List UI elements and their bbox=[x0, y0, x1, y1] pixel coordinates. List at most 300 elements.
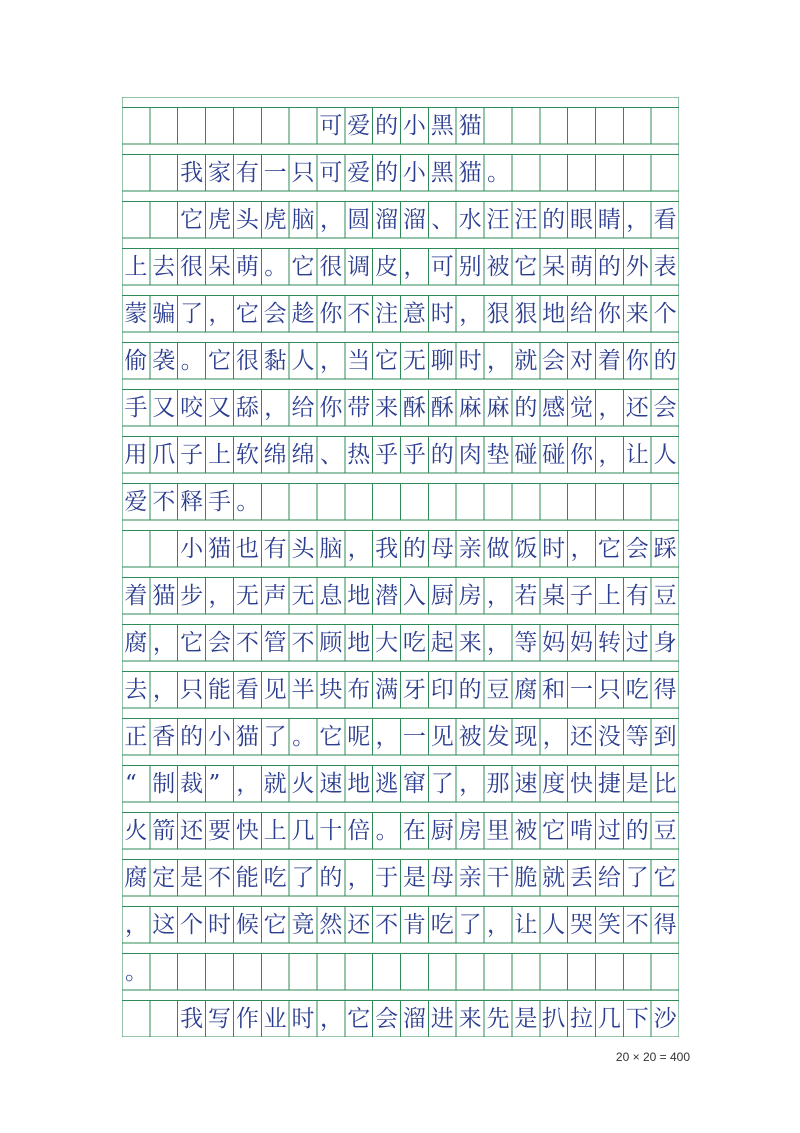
essay-character: 要 bbox=[207, 817, 231, 844]
essay-character: 脑 bbox=[319, 535, 343, 562]
essay-character: 窜 bbox=[402, 770, 426, 797]
essay-character: 我 bbox=[180, 1005, 204, 1032]
essay-character: 豆 bbox=[486, 676, 510, 703]
essay-character: ， bbox=[375, 723, 399, 750]
essay-character: 会 bbox=[263, 300, 287, 327]
essay-character: 没 bbox=[597, 723, 621, 750]
essay-character: 虎 bbox=[263, 206, 287, 233]
essay-character: 它 bbox=[597, 535, 621, 562]
essay-character: 可 bbox=[319, 159, 343, 186]
essay-character: 若 bbox=[514, 582, 538, 609]
essay-character: 子 bbox=[570, 582, 594, 609]
essay-character: 妈 bbox=[570, 629, 594, 656]
essay-character: ， bbox=[403, 253, 427, 280]
essay-character: 不 bbox=[235, 629, 259, 656]
essay-character: ， bbox=[208, 300, 232, 327]
essay-character: 你 bbox=[570, 441, 594, 468]
essay-character: 了 bbox=[180, 300, 204, 327]
essay-character: 它 bbox=[653, 864, 677, 891]
title-character: 黑 bbox=[430, 112, 454, 139]
essay-character: 不 bbox=[152, 488, 176, 515]
essay-character: 不 bbox=[347, 300, 371, 327]
grid-lines bbox=[122, 97, 679, 1037]
essay-character: 带 bbox=[347, 394, 371, 421]
essay-character: 是 bbox=[625, 770, 649, 797]
essay-character: 着 bbox=[124, 582, 148, 609]
essay-character: 的 bbox=[180, 723, 204, 750]
essay-character: 的 bbox=[430, 441, 454, 468]
title-character: 小 bbox=[402, 112, 426, 139]
essay-character: 家 bbox=[207, 159, 231, 186]
essay-character: 还 bbox=[347, 911, 371, 938]
essay-character: 让 bbox=[514, 911, 538, 938]
essay-character: 来 bbox=[625, 300, 649, 327]
essay-character: 来 bbox=[458, 629, 482, 656]
essay-character: ， bbox=[487, 582, 511, 609]
essay-character: 时 bbox=[430, 300, 454, 327]
essay-character: 几 bbox=[291, 817, 315, 844]
essay-character: 潜 bbox=[375, 582, 399, 609]
essay-character: 地 bbox=[347, 582, 371, 609]
essay-character: 着 bbox=[597, 347, 621, 374]
essay-character: 很 bbox=[180, 253, 204, 280]
essay-character: 不 bbox=[291, 629, 315, 656]
essay-character: 垫 bbox=[486, 441, 510, 468]
essay-character: 能 bbox=[235, 864, 259, 891]
essay-character: 释 bbox=[180, 488, 204, 515]
essay-character: 踩 bbox=[653, 535, 677, 562]
essay-character: 。 bbox=[180, 347, 204, 374]
essay-character: 了 bbox=[430, 770, 454, 797]
essay-character: 了 bbox=[625, 864, 649, 891]
essay-character: 还 bbox=[570, 723, 594, 750]
essay-character: 子 bbox=[180, 441, 204, 468]
essay-character: 得 bbox=[653, 911, 677, 938]
essay-character: 牙 bbox=[402, 676, 426, 703]
essay-character: 被 bbox=[486, 253, 510, 280]
essay-character: 速 bbox=[514, 770, 538, 797]
essay-character: 在 bbox=[402, 817, 426, 844]
essay-character: 人 bbox=[542, 911, 566, 938]
essay-character: 的 bbox=[458, 676, 482, 703]
essay-character: 来 bbox=[458, 1005, 482, 1032]
essay-character: 地 bbox=[347, 629, 371, 656]
essay-character: 碰 bbox=[514, 441, 538, 468]
essay-character: 碰 bbox=[542, 441, 566, 468]
essay-character: 箭 bbox=[152, 817, 176, 844]
essay-character: 的 bbox=[653, 347, 677, 374]
essay-character: 和 bbox=[542, 676, 566, 703]
essay-character: 呆 bbox=[207, 253, 231, 280]
essay-character: 外 bbox=[625, 253, 649, 280]
title-character: 的 bbox=[375, 112, 399, 139]
essay-character: 它 bbox=[180, 629, 204, 656]
essay-character: 表 bbox=[653, 253, 677, 280]
essay-character: 给 bbox=[570, 300, 594, 327]
grid-capacity-label: 20 × 20 = 400 bbox=[615, 1050, 690, 1064]
essay-character: 会 bbox=[653, 394, 677, 421]
essay-character: 捷 bbox=[597, 770, 621, 797]
essay-character: ， bbox=[236, 770, 260, 797]
essay-character: 也 bbox=[235, 535, 259, 562]
essay-character: 那 bbox=[486, 770, 510, 797]
essay-character: ， bbox=[152, 676, 176, 703]
essay-character: 当 bbox=[347, 347, 371, 374]
essay-character: 肯 bbox=[402, 911, 426, 938]
essay-character: 笑 bbox=[597, 911, 621, 938]
essay-character: 骗 bbox=[152, 300, 176, 327]
essay-character: 一 bbox=[570, 676, 594, 703]
essay-character: 是 bbox=[180, 864, 204, 891]
essay-character: 有 bbox=[235, 159, 259, 186]
essay-character: 我 bbox=[375, 535, 399, 562]
essay-character: 步 bbox=[180, 582, 204, 609]
essay-character: 。 bbox=[375, 817, 399, 844]
essay-character: 时 bbox=[291, 1005, 315, 1032]
essay-character: ， bbox=[319, 347, 343, 374]
essay-character: ， bbox=[626, 206, 650, 233]
essay-character: 酥 bbox=[402, 394, 426, 421]
essay-character: 它 bbox=[263, 911, 287, 938]
essay-character: 水 bbox=[458, 206, 482, 233]
essay-character: 肉 bbox=[458, 441, 482, 468]
essay-character: 房 bbox=[458, 817, 482, 844]
essay-character: 、 bbox=[319, 441, 343, 468]
title-character: 猫 bbox=[458, 112, 482, 139]
essay-character: 豆 bbox=[653, 582, 677, 609]
essay-character: 它 bbox=[319, 723, 343, 750]
essay-character: 入 bbox=[402, 582, 426, 609]
essay-character: 的 bbox=[625, 817, 649, 844]
essay-character: 皮 bbox=[375, 253, 399, 280]
essay-character: 身 bbox=[653, 629, 677, 656]
essay-character: ， bbox=[264, 394, 288, 421]
essay-character: 睛 bbox=[597, 206, 621, 233]
essay-character: 软 bbox=[235, 441, 259, 468]
essay-character: 又 bbox=[152, 394, 176, 421]
essay-character: 狠 bbox=[486, 300, 510, 327]
essay-character: 会 bbox=[542, 347, 566, 374]
essay-character: 只 bbox=[597, 676, 621, 703]
essay-character: 有 bbox=[263, 535, 287, 562]
essay-character: 的 bbox=[542, 206, 566, 233]
essay-character: 注 bbox=[375, 300, 399, 327]
essay-character: 快 bbox=[570, 770, 594, 797]
essay-character: 手 bbox=[207, 488, 231, 515]
essay-character: 只 bbox=[291, 159, 315, 186]
essay-character: 母 bbox=[430, 535, 454, 562]
essay-character: 腐 bbox=[124, 629, 148, 656]
essay-character: 大 bbox=[375, 629, 399, 656]
essay-character: 来 bbox=[375, 394, 399, 421]
essay-character: 这 bbox=[152, 911, 176, 938]
essay-character: 不 bbox=[207, 864, 231, 891]
essay-character: 能 bbox=[207, 676, 231, 703]
essay-character: 业 bbox=[263, 1005, 287, 1032]
essay-character: 看 bbox=[653, 206, 677, 233]
essay-character: 它 bbox=[180, 206, 204, 233]
essay-character: 作 bbox=[235, 1005, 259, 1032]
essay-character: 比 bbox=[653, 770, 677, 797]
essay-character: 度 bbox=[542, 770, 566, 797]
essay-character: 袭 bbox=[152, 347, 176, 374]
essay-character: 得 bbox=[653, 676, 677, 703]
essay-character: 个 bbox=[653, 300, 677, 327]
essay-character: 你 bbox=[319, 394, 343, 421]
essay-character: 上 bbox=[207, 441, 231, 468]
essay-character: 定 bbox=[152, 864, 176, 891]
essay-character: 先 bbox=[486, 1005, 510, 1032]
essay-character: 管 bbox=[263, 629, 287, 656]
essay-character: ， bbox=[347, 864, 371, 891]
essay-character: 扒 bbox=[542, 1005, 566, 1032]
essay-character: 制 bbox=[152, 770, 176, 797]
essay-character: 你 bbox=[625, 347, 649, 374]
essay-character: 舔 bbox=[235, 394, 259, 421]
essay-character: 看 bbox=[235, 676, 259, 703]
essay-character: 蒙 bbox=[124, 300, 148, 327]
essay-character: 偷 bbox=[124, 347, 148, 374]
essay-character: 虎 bbox=[207, 206, 231, 233]
writing-grid-paper bbox=[122, 97, 679, 1037]
essay-character: 吃 bbox=[263, 864, 287, 891]
essay-character: 等 bbox=[514, 629, 538, 656]
essay-character: 的 bbox=[375, 159, 399, 186]
essay-character: ， bbox=[319, 206, 343, 233]
essay-character: 上 bbox=[124, 253, 148, 280]
essay-character: 又 bbox=[207, 394, 231, 421]
essay-character: 火 bbox=[124, 817, 148, 844]
essay-character: 竟 bbox=[291, 911, 315, 938]
essay-character: 会 bbox=[625, 535, 649, 562]
title-character: 爱 bbox=[347, 112, 371, 139]
essay-character: 上 bbox=[263, 817, 287, 844]
essay-character: ， bbox=[598, 441, 622, 468]
essay-character: 黑 bbox=[430, 159, 454, 186]
essay-character: “ bbox=[125, 770, 137, 797]
essay-character: 爱 bbox=[124, 488, 148, 515]
essay-character: 是 bbox=[402, 864, 426, 891]
essay-character: 还 bbox=[180, 817, 204, 844]
essay-character: 腐 bbox=[124, 864, 148, 891]
essay-character: 发 bbox=[486, 723, 510, 750]
essay-character: 趁 bbox=[291, 300, 315, 327]
essay-character: 绵 bbox=[263, 441, 287, 468]
essay-character: 到 bbox=[653, 723, 677, 750]
essay-character: 无 bbox=[402, 347, 426, 374]
essay-character: 啃 bbox=[570, 817, 594, 844]
essay-character: 时 bbox=[542, 535, 566, 562]
essay-character: ， bbox=[208, 582, 232, 609]
essay-character: 我 bbox=[180, 159, 204, 186]
essay-character: 给 bbox=[291, 394, 315, 421]
essay-character: 猫 bbox=[235, 723, 259, 750]
essay-character: 有 bbox=[625, 582, 649, 609]
essay-character: 里 bbox=[486, 817, 510, 844]
essay-character: 脆 bbox=[514, 864, 538, 891]
essay-character: 用 bbox=[124, 441, 148, 468]
essay-character: 时 bbox=[207, 911, 231, 938]
essay-character: 丢 bbox=[570, 864, 594, 891]
essay-character: 它 bbox=[375, 347, 399, 374]
essay-character: 时 bbox=[458, 347, 482, 374]
essay-character: 顾 bbox=[319, 629, 343, 656]
essay-character: 头 bbox=[235, 206, 259, 233]
essay-character: 倍 bbox=[347, 817, 371, 844]
essay-character: 豆 bbox=[653, 817, 677, 844]
essay-character: 十 bbox=[319, 817, 343, 844]
essay-character: 人 bbox=[291, 347, 315, 374]
essay-character: 吃 bbox=[625, 676, 649, 703]
essay-character: 爱 bbox=[347, 159, 371, 186]
essay-character: ， bbox=[542, 723, 566, 750]
essay-character: 热 bbox=[347, 441, 371, 468]
essay-character: 的 bbox=[319, 864, 343, 891]
essay-character: 候 bbox=[235, 911, 259, 938]
essay-character: 汪 bbox=[486, 206, 510, 233]
essay-character: ， bbox=[598, 394, 622, 421]
essay-character: ， bbox=[152, 629, 176, 656]
essay-character: ， bbox=[570, 535, 594, 562]
essay-character: 就 bbox=[263, 770, 287, 797]
essay-character: 块 bbox=[319, 676, 343, 703]
essay-character: 亲 bbox=[458, 535, 482, 562]
essay-character: 下 bbox=[625, 1005, 649, 1032]
essay-character: 无 bbox=[235, 582, 259, 609]
essay-character: 于 bbox=[375, 864, 399, 891]
essay-character: 了 bbox=[458, 911, 482, 938]
essay-character: 的 bbox=[514, 394, 538, 421]
essay-character: 沙 bbox=[653, 1005, 677, 1032]
essay-character: 。 bbox=[292, 723, 316, 750]
essay-character: 很 bbox=[235, 347, 259, 374]
essay-character: 麻 bbox=[458, 394, 482, 421]
essay-character: 就 bbox=[514, 347, 538, 374]
essay-character: 一 bbox=[263, 159, 287, 186]
essay-character: 给 bbox=[597, 864, 621, 891]
essay-character: 它 bbox=[514, 253, 538, 280]
essay-character: 它 bbox=[291, 253, 315, 280]
essay-character: 萌 bbox=[570, 253, 594, 280]
essay-character: 是 bbox=[514, 1005, 538, 1032]
essay-character: 火 bbox=[291, 770, 315, 797]
essay-character: 你 bbox=[319, 300, 343, 327]
essay-character: 就 bbox=[542, 864, 566, 891]
essay-character: 过 bbox=[625, 629, 649, 656]
essay-character: 意 bbox=[402, 300, 426, 327]
essay-character: 不 bbox=[625, 911, 649, 938]
essay-character: 妈 bbox=[542, 629, 566, 656]
essay-character: 被 bbox=[458, 723, 482, 750]
essay-character: 进 bbox=[430, 1005, 454, 1032]
essay-character: 小 bbox=[180, 535, 204, 562]
essay-character: 香 bbox=[152, 723, 176, 750]
essay-character: 一 bbox=[402, 723, 426, 750]
essay-character: 饭 bbox=[514, 535, 538, 562]
title-character: 可 bbox=[319, 112, 343, 139]
essay-character: 做 bbox=[486, 535, 510, 562]
essay-character: 正 bbox=[124, 723, 148, 750]
essay-character: ， bbox=[487, 629, 511, 656]
essay-character: 麻 bbox=[486, 394, 510, 421]
essay-character: 几 bbox=[597, 1005, 621, 1032]
essay-character: 布 bbox=[347, 676, 371, 703]
essay-character: 溜 bbox=[402, 206, 426, 233]
essay-character: 声 bbox=[263, 582, 287, 609]
essay-character: 可 bbox=[430, 253, 454, 280]
essay-character: 。 bbox=[236, 488, 260, 515]
essay-character: 上 bbox=[597, 582, 621, 609]
essay-character: 乎 bbox=[375, 441, 399, 468]
essay-character: 聊 bbox=[430, 347, 454, 374]
essay-character: 哭 bbox=[570, 911, 594, 938]
essay-character: 去 bbox=[124, 676, 148, 703]
essay-character: 等 bbox=[625, 723, 649, 750]
essay-character: 半 bbox=[291, 676, 315, 703]
essay-character: 眼 bbox=[570, 206, 594, 233]
essay-character: 吃 bbox=[430, 911, 454, 938]
essay-character: 小 bbox=[207, 723, 231, 750]
essay-character: 它 bbox=[207, 347, 231, 374]
essay-character: ， bbox=[319, 1005, 343, 1032]
essay-character: 溜 bbox=[402, 1005, 426, 1032]
essay-character: ， bbox=[125, 911, 148, 938]
essay-character: ， bbox=[459, 300, 483, 327]
essay-character: 只 bbox=[180, 676, 204, 703]
essay-character: 厨 bbox=[430, 582, 454, 609]
essay-character: ， bbox=[487, 347, 511, 374]
essay-character: 头 bbox=[291, 535, 315, 562]
essay-character: 很 bbox=[319, 253, 343, 280]
essay-character: 小 bbox=[402, 159, 426, 186]
essay-character: 它 bbox=[542, 817, 566, 844]
essay-character: 逃 bbox=[375, 770, 399, 797]
essay-character: 脑 bbox=[291, 206, 315, 233]
essay-character: 爪 bbox=[152, 441, 176, 468]
essay-character: 了 bbox=[263, 723, 287, 750]
essay-character: 的 bbox=[402, 535, 426, 562]
essay-character: 去 bbox=[152, 253, 176, 280]
essay-character: 让 bbox=[625, 441, 649, 468]
essay-character: 人 bbox=[653, 441, 677, 468]
essay-character: 溜 bbox=[375, 206, 399, 233]
essay-character: 息 bbox=[319, 582, 343, 609]
essay-character: 吃 bbox=[402, 629, 426, 656]
essay-character: 酥 bbox=[430, 394, 454, 421]
essay-character: 。 bbox=[264, 253, 288, 280]
essay-character: 猫 bbox=[458, 159, 482, 186]
essay-character: 然 bbox=[319, 911, 343, 938]
essay-character: ， bbox=[347, 535, 371, 562]
essay-character: 腐 bbox=[514, 676, 538, 703]
essay-character: 见 bbox=[430, 723, 454, 750]
essay-character: 个 bbox=[180, 911, 204, 938]
essay-character: 不 bbox=[375, 911, 399, 938]
essay-character: 咬 bbox=[180, 394, 204, 421]
essay-character: 转 bbox=[597, 629, 621, 656]
essay-character: ， bbox=[487, 911, 511, 938]
essay-character: 满 bbox=[375, 676, 399, 703]
essay-character: 汪 bbox=[514, 206, 538, 233]
essay-character: 会 bbox=[207, 629, 231, 656]
essay-character: 了 bbox=[291, 864, 315, 891]
essay-character: 地 bbox=[542, 300, 566, 327]
essay-character: 狠 bbox=[514, 300, 538, 327]
essay-character: 圆 bbox=[347, 206, 371, 233]
essay-character: 绵 bbox=[291, 441, 315, 468]
essay-character: 干 bbox=[486, 864, 510, 891]
essay-character: 桌 bbox=[542, 582, 566, 609]
